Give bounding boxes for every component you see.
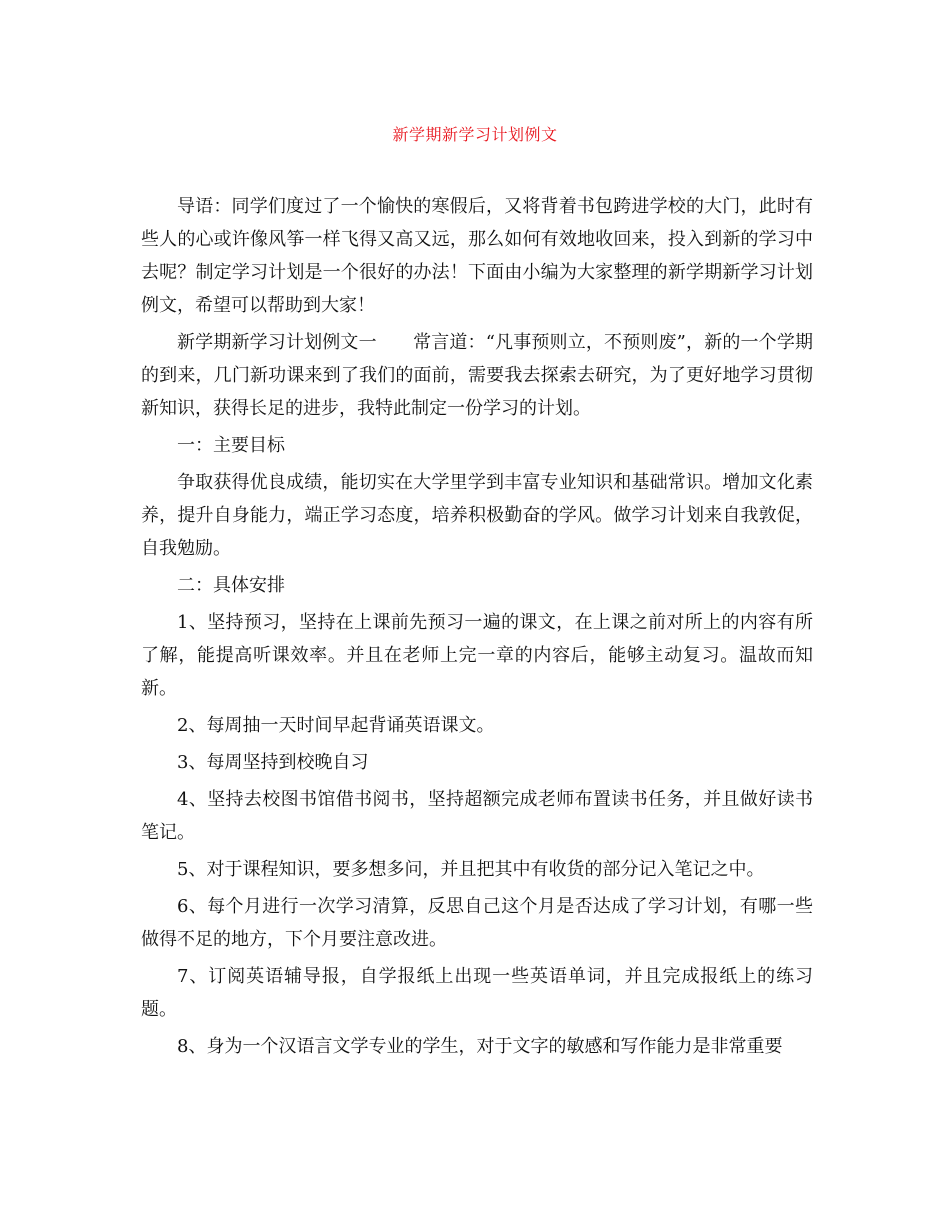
list-item-2: 2、每周抽一天时间早起背诵英语课文。	[177, 715, 495, 736]
list-item-7: 7、订阅英语辅导报，自学报纸上出现一些英语单词，并且完成报纸上的练习题。	[141, 966, 813, 1020]
list-item-8: 8、身为一个汉语言文学专业的学生，对于文字的敏感和写作能力是非常重要	[177, 1036, 783, 1057]
list-item-6: 6、每个月进行一次学习清算，反思自己这个月是否达成了学习计划，有哪一些做得不足的地方，下个月要注意改进。	[141, 896, 813, 950]
list-item-1: 1、坚持预习，坚持在上课前先预习一遍的课文，在上课之前对所上的内容有所了解，能提高听课效率。并且在老师上完一章的内容后，能够主动复习。温故而知新。	[141, 612, 813, 699]
document-body	[141, 190, 813, 1067]
document-title: 新学期新学习计划例文	[392, 125, 558, 144]
list-item-5: 5、对于课程知识，要多想多问，并且把其中有收货的部分记入笔记之中。	[177, 859, 765, 880]
list-item-3: 3、每周坚持到校晚自习	[177, 752, 369, 773]
paragraph-goals: 争取获得优良成绩，能切实在大学里学到丰富专业知识和基础常识。增加文化素养，提升自身能力，端正学习态度，培养积极勤奋的学风。做学习计划来自我敦促，自我勉励。	[141, 472, 813, 559]
section-heading-arrangement: 二：具体安排	[177, 575, 285, 596]
list-item-4: 4、坚持去校图书馆借书阅书，坚持超额完成老师布置读书任务，并且做好读书笔记。	[141, 789, 813, 843]
paragraph-example-one: 新学期新学习计划例文一 常言道：“凡事预则立，不预则废”，新的一个学期的到来，几门新功课来到了我们的面前，需要我去探索去研究，为了更好地学习贯彻新知识，获得长足的进步，我特此制定一份学习的计划。	[141, 332, 813, 419]
paragraph-intro: 导语：同学们度过了一个愉快的寒假后，又将背着书包跨进学校的大门，此时有些人的心或许像风筝一样飞得又高又远，那么如何有效地收回来，投入到新的学习中去呢？制定学习计划是一个很好的办法！下面由小编为大家整理的新学期新学习计划例文，希望可以帮助到大家！	[141, 196, 813, 316]
section-heading-goals: 一：主要目标	[177, 435, 285, 456]
